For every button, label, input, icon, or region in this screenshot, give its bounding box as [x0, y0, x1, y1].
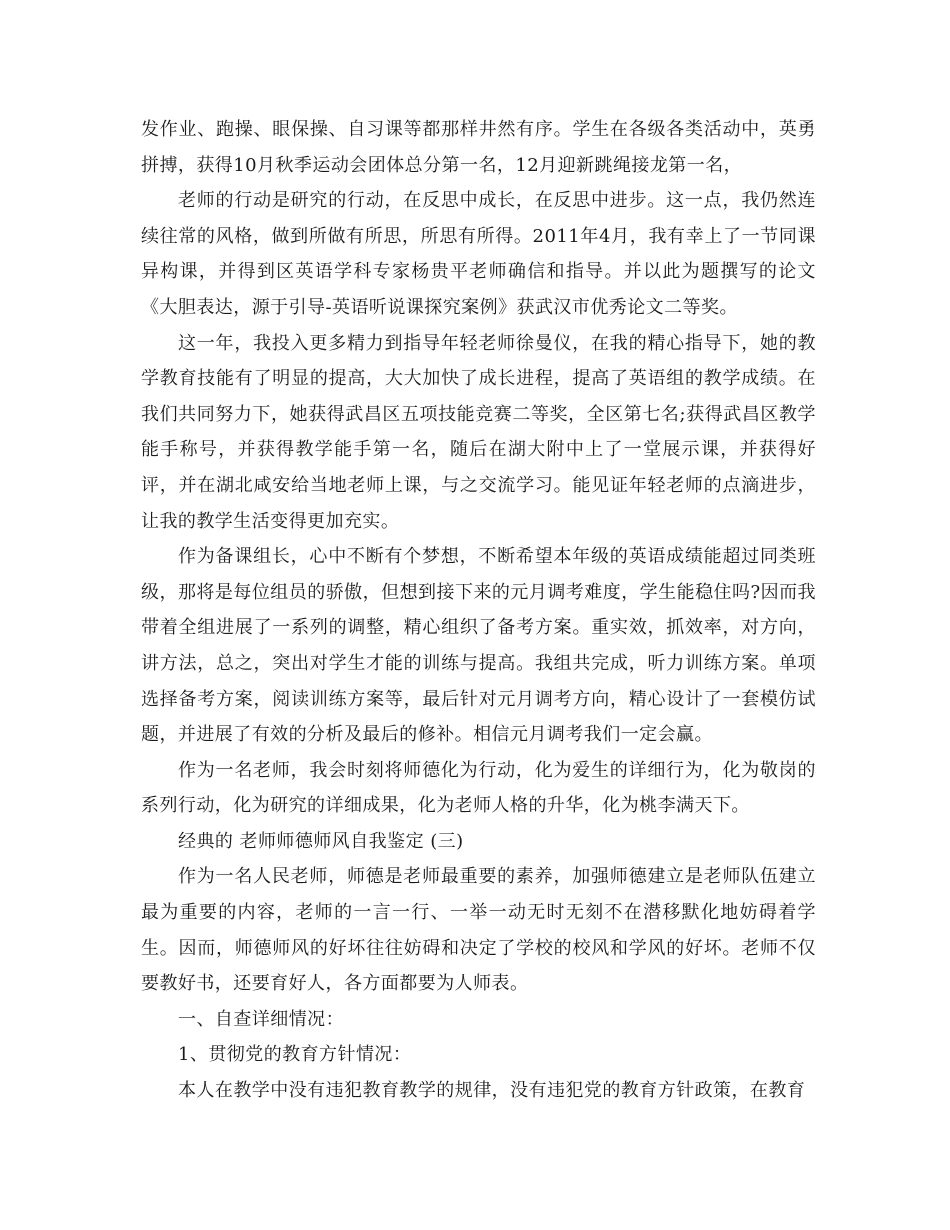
paragraph-6: 作为一名人民老师，师德是老师最重要的素养，加强师德建立是老师队伍建立最为重要的内容，老师的一言一行、一举一动无时无刻不在潜移默化地妨碍着学生。因而，师德师风的好坏往往妨碍和决定了学校的校风和学风的好坏。老师不仅要教好书，还要育好人，各方面都要为人师表。	[141, 866, 816, 995]
paragraph-3: 这一年，我投入更多精力到指导年轻老师徐曼仪，在我的精心指导下，她的教学教育技能有了明显的提高，大大加快了成长进程，提高了英语组的教学成绩。在我们共同努力下，她获得武昌区五项技能竞赛二等奖，全区第七名;获得武昌区教学能手称号，并获得教学能手第一名，随后在湖大附中上了一堂展示课，并获得好评，并在湖北咸安给当地老师上课，与之交流学习。能见证年轻老师的点滴进步，让我的教学生活变得更加充实。	[141, 332, 816, 532]
section-heading-3: 经典的 老师师德师风自我鉴定 (三)	[178, 830, 464, 852]
paragraph-2: 老师的行动是研究的行动，在反思中成长，在反思中进步。这一点，我仍然连续往常的风格，做到所做有所思，所思有所得。2011年4月，我有幸上了一节同课异构课，并得到区英语学科专家杨贵平老师确信和指导。并以此为题撰写的论文《大胆表达，源于引导-英语听说课探究案例》获武汉市优秀论文二等奖。	[141, 190, 816, 318]
paragraph-5: 作为一名老师，我会时刻将师德化为行动，化为爱生的详细行为，化为敬岗的系列行动，化为研究的详细成果，化为老师人格的升华，化为桃李满天下。	[141, 759, 816, 817]
subheading-policy: 1、贯彻党的教育方针情况：	[178, 1044, 412, 1066]
paragraph-4: 作为备课组长，心中不断有个梦想，不断希望本年级的英语成绩能超过同类班级，那将是每位组员的骄傲，但想到接下来的元月调考难度，学生能稳住吗?因而我带着全组进展了一系列的调整，精心组织了备考方案。重实效，抓效率，对方向，讲方法，总之，突出对学生才能的训练与提高。我组共完成，听力训练方案。单项选择备考方案，阅读训练方案等，最后针对元月调考方向，精心设计了一套模仿试题，并进展了有效的分析及最后的修补。相信元月调考我们一定会赢。	[141, 546, 816, 746]
document-body	[141, 112, 816, 1109]
paragraph-7: 本人在教学中没有违犯教育教学的规律，没有违犯党的教育方针政策，在教育	[178, 1080, 806, 1102]
paragraph-1: 发作业、跑操、眼保操、自习课等都那样井然有序。学生在各级各类活动中，英勇拼搏，获得10月秋季运动会团体总分第一名，12月迎新跳绳接龙第一名，	[141, 119, 816, 176]
subheading-self-check: 一、自查详细情况：	[178, 1008, 345, 1030]
